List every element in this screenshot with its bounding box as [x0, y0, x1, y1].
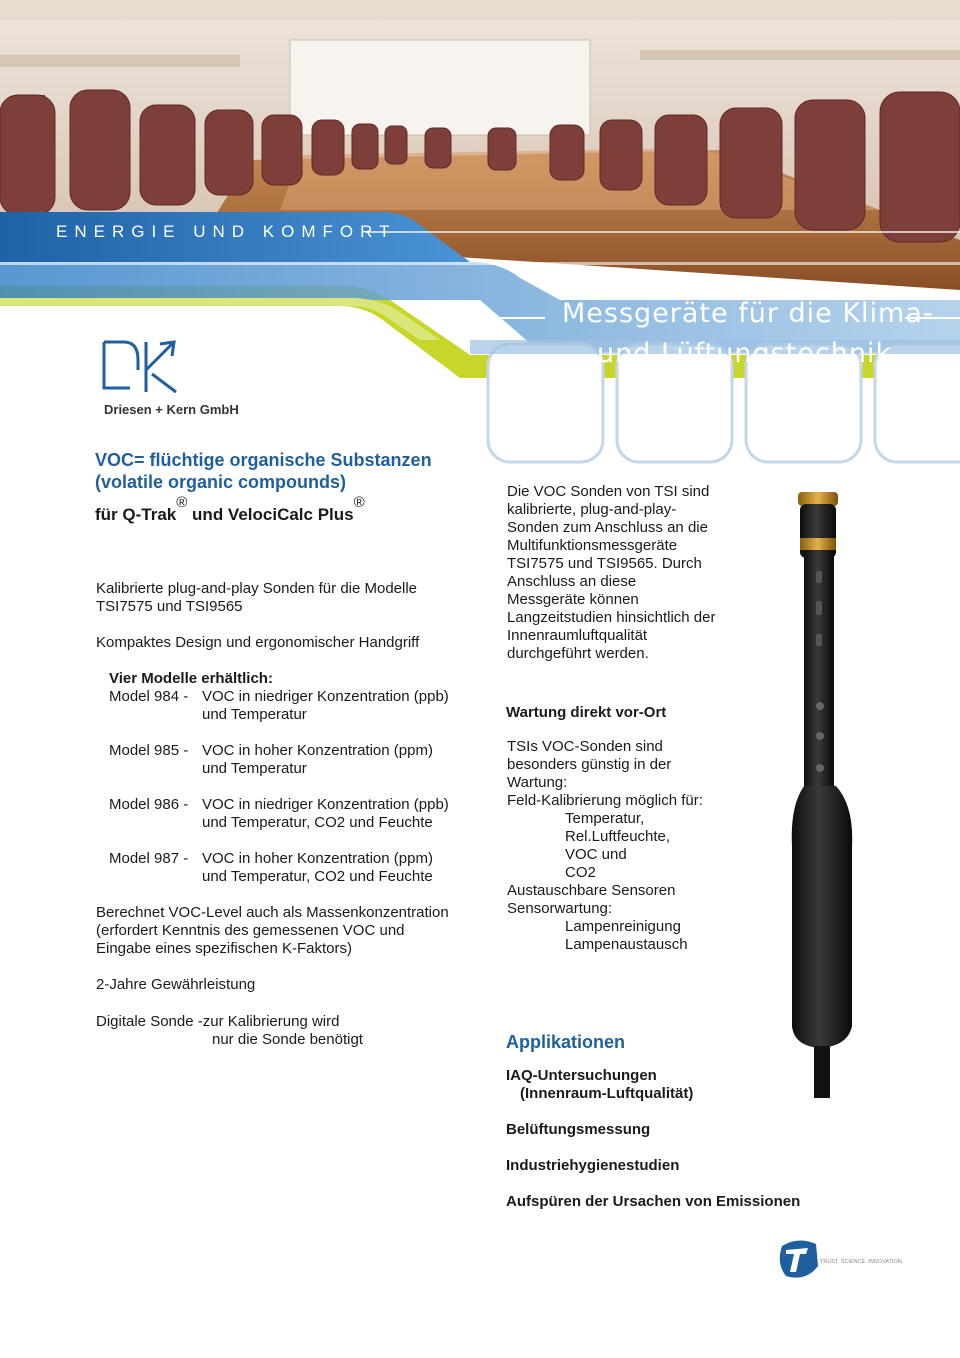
maintenance-line: Lampenaustausch: [565, 936, 688, 953]
model-name: Model 987 -: [109, 850, 189, 867]
text-line: TSI7575 und TSI9565. Durch: [507, 555, 702, 572]
headline-line2: (volatile organic compounds): [95, 472, 347, 492]
company-name: Driesen + Kern GmbH: [104, 402, 239, 417]
text-line: Kalibrierte plug-and-play Sonden für die Modelle: [96, 580, 418, 597]
text-line: und Temperatur, CO2 und Feuchte: [202, 868, 433, 885]
model-description: [202, 796, 492, 832]
text-line: TSI7575 und TSI9565: [96, 598, 243, 615]
model-description: [202, 850, 492, 886]
text-line: VOC in hoher Konzentration (ppm): [202, 850, 433, 867]
tsi-logo: [776, 1236, 926, 1286]
applications-heading: Applikationen: [506, 1032, 626, 1052]
voc-probe-image: [780, 486, 870, 1098]
paragraph-digital-probe: [96, 1013, 363, 1049]
text-line: Sonden zum Anschluss an die: [507, 519, 708, 536]
text-line: durchgeführt werden.: [507, 645, 649, 662]
banner-subtitle: und Lüftungstechnik: [597, 338, 893, 369]
text-line: VOC in niedriger Konzentration (ppb): [202, 688, 449, 705]
application-item: Aufspüren der Ursachen von Emissionen: [506, 1193, 801, 1210]
headline: [95, 449, 432, 493]
text-line: Messgeräte können: [507, 591, 639, 608]
paragraph-calibrated: [96, 580, 417, 616]
model-description: [202, 688, 492, 724]
model-description: [202, 742, 492, 778]
text-line: und Temperatur, CO2 und Feuchte: [202, 814, 433, 831]
maintenance-line: Wartung:: [507, 774, 568, 791]
text-line: Langzeitstudien hinsichtlich der: [507, 609, 716, 626]
maintenance-list: [507, 738, 767, 954]
text-line: Digitale Sonde -zur Kalibrierung wird: [96, 1013, 340, 1030]
paragraph-mass-concentration: [96, 904, 449, 958]
text-line: kalibrierte, plug-and-play-: [507, 501, 677, 518]
paragraph-design: Kompaktes Design und ergonomischer Handgriff: [96, 634, 420, 651]
intro-paragraph: [507, 483, 767, 663]
maintenance-line: Feld-Kalibrierung möglich für:: [507, 792, 703, 809]
text-line: IAQ-Untersuchungen: [506, 1067, 657, 1084]
maintenance-line: besonders günstig in der: [507, 756, 672, 773]
driesen-kern-logo: [100, 338, 180, 396]
text-line: VOC in hoher Konzentration (ppm): [202, 742, 433, 759]
text-line: (Innenraum-Luftqualität): [520, 1085, 694, 1102]
application-item: Belüftungsmessung: [506, 1121, 651, 1138]
models-heading: Vier Modelle erhältlich:: [109, 670, 273, 687]
banner-tagline: ENERGIE UND KOMFORT: [56, 222, 397, 241]
text-line: und Temperatur: [202, 760, 307, 777]
tsi-tagline: TRUST. SCIENCE. INNOVATION.: [820, 1259, 904, 1265]
model-name: Model 985 -: [109, 742, 189, 759]
subheadline-prefix: für Q-Trak: [95, 505, 177, 524]
maintenance-line: CO2: [565, 864, 596, 881]
text-line: Anschluss an diese: [507, 573, 637, 590]
application-item: [506, 1067, 693, 1103]
registered-mark: ®: [176, 494, 188, 511]
maintenance-heading: Wartung direkt vor-Ort: [506, 704, 667, 721]
model-name: Model 986 -: [109, 796, 189, 813]
model-name: Model 984 -: [109, 688, 189, 705]
registered-mark: ®: [353, 494, 365, 511]
text-line: Innenraumluftqualität: [507, 627, 648, 644]
text-line: Die VOC Sonden von TSI sind: [507, 483, 710, 500]
subheadline: [95, 494, 365, 525]
headline-line1: VOC= flüchtige organische Substanzen: [95, 450, 432, 470]
maintenance-line: Temperatur,: [565, 810, 645, 827]
subheadline-product: und VelociCalc Plus: [192, 505, 354, 524]
maintenance-line: Austauschbare Sensoren: [507, 882, 676, 899]
text-line: nur die Sonde benötigt: [212, 1031, 363, 1048]
text-line: Berechnet VOC-Level auch als Massenkonzentration: [96, 904, 449, 921]
maintenance-line: Lampenreinigung: [565, 918, 681, 935]
maintenance-line: TSIs VOC-Sonden sind: [507, 738, 663, 755]
banner-title: Messgeräte für die Klima-: [562, 298, 934, 329]
text-line: VOC in niedriger Konzentration (ppb): [202, 796, 449, 813]
maintenance-line: VOC und: [565, 846, 627, 863]
maintenance-line: Rel.Luftfeuchte,: [565, 828, 671, 845]
text-line: Eingabe eines spezifischen K-Faktors): [96, 940, 352, 957]
maintenance-line: Sensorwartung:: [507, 900, 613, 917]
text-line: Multifunktionsmessgeräte: [507, 537, 678, 554]
application-item: Industriehygienestudien: [506, 1157, 680, 1174]
text-line: und Temperatur: [202, 706, 307, 723]
text-line: (erfordert Kenntnis des gemessenen VOC und: [96, 922, 405, 939]
paragraph-warranty: 2-Jahre Gewährleistung: [96, 976, 256, 993]
